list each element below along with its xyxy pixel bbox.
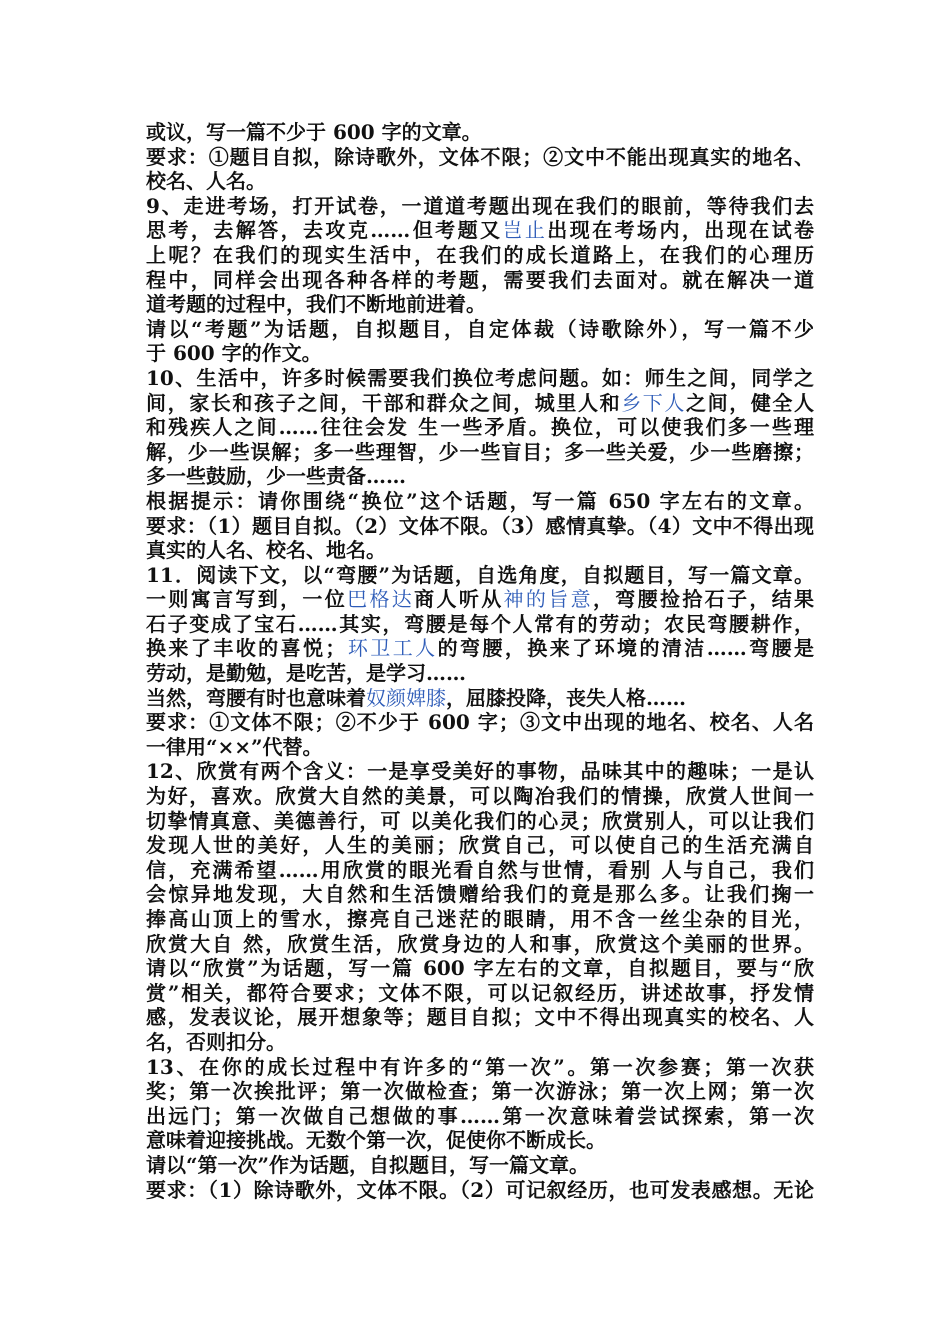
text-line: [146, 292, 814, 317]
text-segment: 发现人世的美好，人生的美丽；欣赏自己，可以使自己的生活充满自: [146, 833, 814, 858]
hyperlink[interactable]: 奴颜婢膝: [366, 685, 446, 710]
text-line: [146, 833, 814, 858]
text-segment: 奖；第一次挨批评；第一次做检查；第一次游泳；第一次上网；第一次: [146, 1079, 814, 1104]
text-line: [146, 194, 814, 219]
text-segment: 劳动，是勤勉，是吃苦，是学习……: [146, 661, 466, 686]
text-segment: 思考，去解答，去攻克……但考题又: [146, 218, 503, 243]
text-segment: 信，充满希望……用欣赏的眼光看自然与世情，看别 人与自己，我们: [146, 857, 814, 882]
text-line: [146, 538, 814, 563]
text-segment: 于 600 字的作文。: [146, 341, 322, 366]
text-segment: 请以“欣赏”为话题，写一篇 600 字左右的文章，自拟题目，要与“欣: [146, 956, 814, 981]
hyperlink[interactable]: 巴格达: [347, 587, 415, 612]
text-segment: 或议，写一篇不少于 600 字的文章。: [146, 120, 482, 144]
text-segment: 当然，弯腰有时也意味着: [146, 685, 366, 710]
text-line: [146, 882, 814, 907]
text-line: [146, 514, 814, 539]
text-segment: 间，家长和孩子之间，干部和群众之间，城里人和: [146, 390, 622, 415]
document-page: [146, 120, 814, 1202]
text-line: [146, 563, 814, 588]
text-segment: 9、走进考场，打开试卷，一道道考题出现在我们的眼前，等待我们去: [146, 193, 814, 218]
text-line: [146, 1055, 814, 1080]
text-line: [146, 735, 814, 760]
text-segment: 意味着迎接挑战。无数个第一次，促使你不断成长。: [146, 1128, 606, 1153]
text-segment: 切挚情真意、美德善行，可 以美化我们的心灵；欣赏别人，可以让我们: [146, 808, 814, 833]
text-segment: 出远门；第一次做自己想做的事……第一次意味着尝试探索，第一次: [146, 1103, 814, 1128]
text-line: [146, 809, 814, 834]
hyperlink[interactable]: 环卫工人: [345, 636, 438, 661]
text-line: [146, 218, 814, 243]
text-line: [146, 317, 814, 342]
text-line: [146, 243, 814, 268]
text-segment: 根据提示：请你围绕“换位”这个话题，写一篇 650 字左右的文章。: [146, 488, 814, 513]
text-segment: ，屈膝投降，丧失人格……: [446, 685, 686, 710]
hyperlink[interactable]: 神的旨意: [503, 587, 593, 612]
text-line: [146, 956, 814, 981]
text-line: [146, 661, 814, 686]
text-line: [146, 1153, 814, 1178]
text-line: [146, 907, 814, 932]
text-line: [146, 686, 814, 711]
text-segment: 要求：（1）除诗歌外，文体不限。（2）可记叙经历，也可发表感想。无论: [146, 1177, 814, 1202]
text-segment: 为好，喜欢。欣赏大自然的美景，可以陶冶我们的情操，欣赏人世间一: [146, 784, 814, 809]
text-line: [146, 391, 814, 416]
text-segment: 感，发表议论，展开想象等；题目自拟；文中不得出现真实的校名、人: [146, 1005, 814, 1030]
text-segment: 名，否则扣分。: [146, 1029, 286, 1054]
text-segment: 11．阅读下文，以“弯腰”为话题，自选角度，自拟题目，写一篇文章。: [146, 562, 814, 587]
text-line: [146, 489, 814, 514]
text-line: [146, 1128, 814, 1153]
text-segment: 一律用“××”代替。: [146, 734, 323, 759]
text-segment: 解，少一些误解；多一些理智，少一些盲目；多一些关爱，少一些磨擦；: [146, 439, 814, 464]
text-line: [146, 341, 814, 366]
text-segment: 出现在考场内，出现在试卷: [547, 218, 815, 243]
text-line: [146, 587, 814, 612]
text-segment: 换来了丰收的喜悦；: [146, 636, 346, 661]
text-line: [146, 145, 814, 170]
text-segment: 校名、人名。: [146, 169, 266, 194]
text-line: [146, 120, 814, 145]
text-line: [146, 1104, 814, 1129]
text-line: [146, 612, 814, 637]
text-line: [146, 636, 814, 661]
text-segment: 13、在你的成长过程中有许多的“第一次”。第一次参赛；第一次获: [146, 1054, 814, 1079]
text-line: [146, 1079, 814, 1104]
text-segment: 一则寓言写到，一位: [146, 587, 348, 612]
text-segment: 道考题的过程中，我们不断地前进着。: [146, 292, 486, 317]
text-segment: 会惊异地发现，大自然和生活馈赠给我们的竟是那么多。让我们掬一: [146, 882, 814, 907]
text-segment: 商人听从: [414, 587, 504, 612]
text-segment: 之间，健全人: [686, 390, 815, 415]
text-segment: 石子变成了宝石……其实，弯腰是每个人常有的劳动；农民弯腰耕作，: [146, 611, 814, 636]
text-line: [146, 932, 814, 957]
text-line: [146, 759, 814, 784]
text-segment: 和残疾人之间……往往会发 生一些矛盾。换位，可以使我们多一些理: [146, 415, 814, 440]
text-line: [146, 440, 814, 465]
text-segment: 要求：①题目自拟，除诗歌外，文体不限；②文中不能出现真实的地名、: [146, 144, 814, 169]
text-line: [146, 858, 814, 883]
text-line: [146, 268, 814, 293]
text-line: [146, 1005, 814, 1030]
text-line: [146, 710, 814, 735]
text-segment: 12、欣赏有两个含义：一是享受美好的事物，品味其中的趣味；一是认: [146, 759, 814, 784]
text-line: [146, 1030, 814, 1055]
text-line: [146, 981, 814, 1006]
text-line: [146, 366, 814, 391]
text-segment: ，弯腰捡拾石子，结果: [592, 587, 815, 612]
text-segment: 的弯腰，换来了环境的清洁……弯腰是: [437, 636, 815, 661]
text-segment: 捧高山顶上的雪水，擦亮自己迷茫的眼睛，用不含一丝尘杂的目光，: [146, 907, 814, 931]
text-segment: 请以“考题”为话题，自拟题目，自定体裁（诗歌除外），写一篇不少: [146, 316, 814, 341]
text-segment: 10、生活中，许多时候需要我们换位考虑问题。如：师生之间，同学之: [146, 365, 814, 390]
text-segment: 赏”相关，都符合要求；文体不限，可以记叙经历，讲述故事，抒发情: [146, 980, 814, 1005]
text-line: [146, 415, 814, 440]
text-line: [146, 169, 814, 194]
text-line: [146, 464, 814, 489]
text-line: [146, 784, 814, 809]
text-segment: 请以“第一次”作为话题，自拟题目，写一篇文章。: [146, 1152, 590, 1177]
text-segment: 欣赏大自 然，欣赏生活，欣赏身边的人和事，欣赏这个美丽的世界。: [146, 931, 814, 956]
text-line: [146, 1178, 814, 1203]
text-segment: 要求：①文体不限；②不少于 600 字；③文中出现的地名、校名、人名: [146, 710, 814, 735]
text-segment: 要求：（1）题目自拟。（2）文体不限。（3）感情真挚。（4）文中不得出现: [146, 513, 814, 538]
hyperlink[interactable]: 岂止: [502, 218, 548, 243]
text-segment: 上呢？在我们的现实生活中，在我们的成长道路上，在我们的心理历: [146, 242, 814, 267]
text-segment: 多一些鼓励，少一些责备……: [146, 464, 406, 489]
hyperlink[interactable]: 乡下人: [621, 390, 687, 415]
text-segment: 程中，同样会出现各种各样的考题，需要我们去面对。就在解决一道: [146, 267, 814, 292]
text-segment: 真实的人名、校名、地名。: [146, 538, 386, 563]
